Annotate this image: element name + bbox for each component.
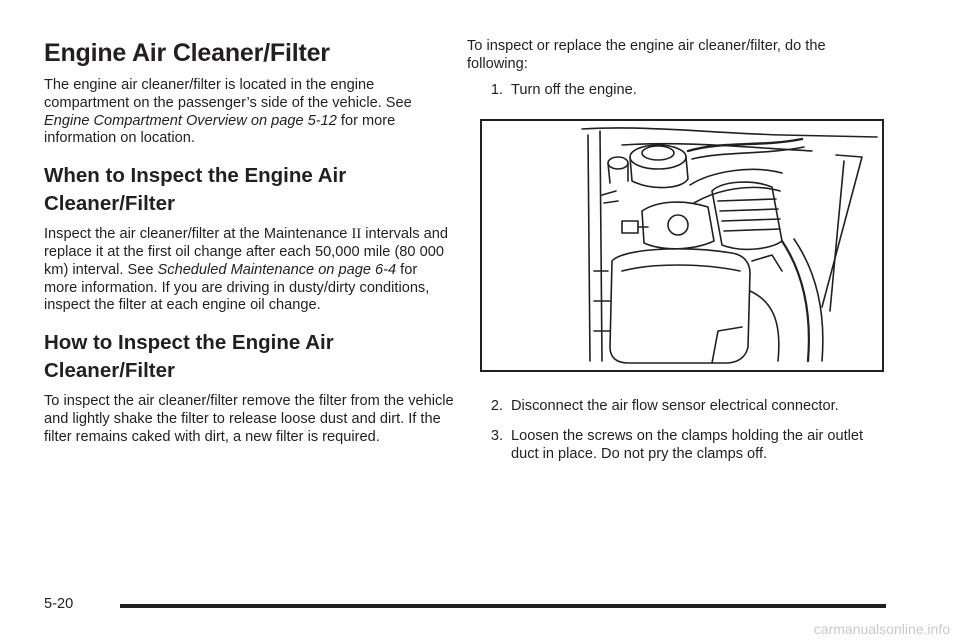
how-to-inspect-heading [44,329,454,385]
when-text-pre: Inspect the air cleaner/filter at the Maintenance [44,226,352,243]
intro-text-post: for more information on location. [44,112,396,147]
when-to-inspect-heading [44,162,454,218]
when-text-mid: intervals and replace it at the first oil change after each 50,000 mile (80 000 km) interval. See [44,226,448,278]
right-column-lower [467,398,887,475]
step-number: 2. [490,398,503,414]
engine-diagram-svg [482,121,882,370]
step-text: Turn off the engine. [511,81,637,98]
procedure-intro: To inspect or replace the engine air cleaner/filter, do the following: [467,38,826,72]
step-text: Disconnect the air flow sensor electrical connector. [511,398,839,414]
how-heading-line2: Cleaner/Filter [44,359,176,383]
step-item [467,398,887,416]
step-item [467,428,887,464]
engine-compartment-illustration [480,119,884,372]
scheduled-maintenance-link[interactable]: Scheduled Maintenance on page 6-4 [157,261,397,278]
step-item [467,82,887,100]
how-heading-line1: How to Inspect the Engine Air [44,331,334,355]
engine-compartment-overview-link[interactable]: Engine Compartment Overview on page 5-12 [44,112,337,129]
left-column [44,38,454,461]
when-to-inspect-paragraph [44,226,454,315]
page-title: Engine Air Cleaner/Filter [44,39,330,67]
step-number: 3. [490,427,503,444]
footer-rule [120,604,886,608]
how-to-inspect-paragraph: To inspect the air cleaner/filter remove the filter from the vehicle and lightly shake the filter to release loose dust and dirt. If the filter remains caked with dirt, a new filter is required. [44,393,454,445]
intro-paragraph [44,77,454,148]
intro-text-pre: The engine air cleaner/filter is located in the engine compartment on the passenger’s side of the vehicle. See [44,77,412,111]
step-text: Loosen the screws on the clamps holding the air outlet duct in place. Do not pry the clamps off. [511,427,864,462]
procedure-steps-bottom [467,398,887,463]
right-column [467,38,887,111]
when-heading-line1: When to Inspect the Engine Air [44,164,347,188]
maintenance-roman-numeral: II [351,226,362,243]
watermark: carmanualsonline.info [813,621,950,637]
procedure-steps-top [467,82,887,100]
step-number: 1. [490,81,503,98]
when-text-post: for more information. If you are driving in dusty/dirty conditions, inspect the filter at each engine oil change. [44,261,430,314]
page-number: 5-20 [44,596,74,612]
when-heading-line2: Cleaner/Filter [44,192,176,216]
